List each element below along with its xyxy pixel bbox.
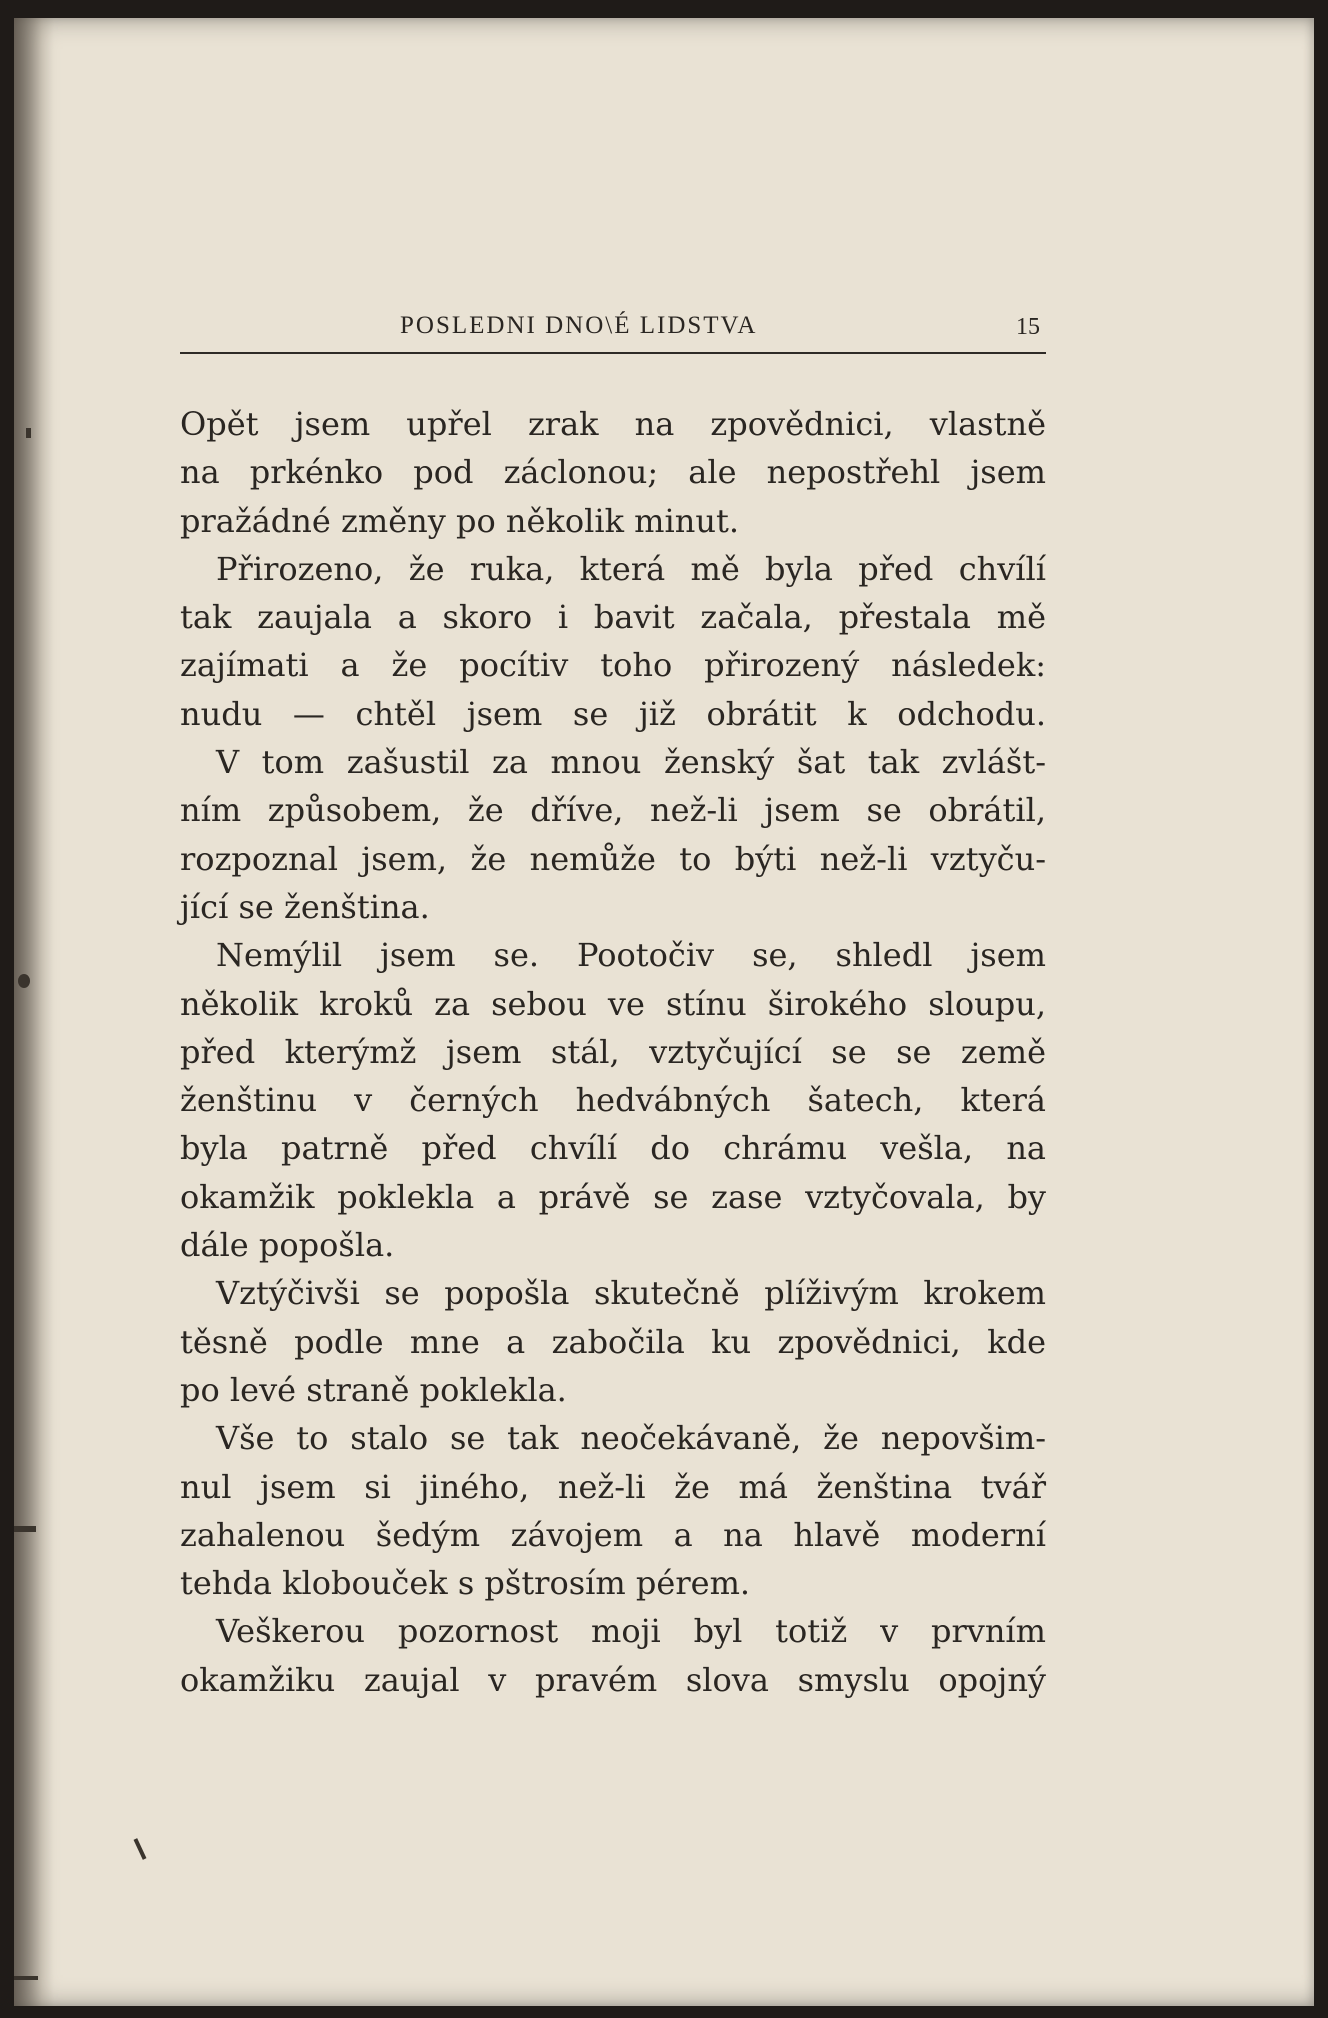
running-header bbox=[180, 312, 1046, 354]
text-line: Přirozeno, že ruka, která mě byla před chvílí bbox=[216, 549, 1046, 588]
text-line: Vše to stalo se tak neočekávaně, že nepovšim- bbox=[216, 1419, 1046, 1458]
text-line: před kterýmž jsem stál, vztyčující se se země bbox=[180, 1032, 1046, 1071]
margin-mark bbox=[134, 1838, 147, 1860]
text-line: rozpoznal jsem, že nemůže to býti než-li vztyču- bbox=[180, 839, 1046, 878]
text-line: několik kroků za sebou ve stínu širokého sloupu, bbox=[180, 984, 1046, 1023]
text-line: Opět jsem upřel zrak na zpovědnici, vlastně bbox=[180, 405, 1046, 443]
text-line: dále popošla. bbox=[180, 1226, 395, 1265]
text-line: byla patrně před chvílí do chrámu vešla, na bbox=[180, 1129, 1046, 1168]
page-binding-shadow bbox=[14, 18, 54, 2006]
text-line: Vztýčivši se popošla skutečně plíživým krokem bbox=[216, 1274, 1046, 1313]
text-line: zajímati a že pocítiv toho přirozený následek: bbox=[180, 646, 1046, 685]
body-text bbox=[180, 400, 1046, 1704]
page-number: 15 bbox=[1016, 314, 1040, 340]
text-line: zahalenou šedým závojem a na hlavě moderní bbox=[180, 1515, 1046, 1554]
running-title: POSLEDNI DNO\É LIDSTVA bbox=[400, 312, 758, 339]
text-line: po levé straně poklekla. bbox=[180, 1370, 567, 1409]
text-line: na prkénko pod záclonou; ale nepostřehl jsem bbox=[180, 453, 1046, 492]
text-line: tehda klobouček s pštrosím pérem. bbox=[180, 1564, 751, 1603]
text-line: ženštinu v černých hedvábných šatech, která bbox=[180, 1081, 1046, 1120]
margin-mark bbox=[26, 428, 31, 438]
text-line: nul jsem si jiného, než-li že má ženština tvář bbox=[180, 1467, 1046, 1506]
margin-mark bbox=[14, 1976, 38, 1980]
text-line: ním způsobem, že dříve, než-li jsem se obrátil, bbox=[180, 791, 1046, 830]
text-line: jící se ženština. bbox=[180, 887, 430, 926]
text-line: Veškerou pozornost moji byl totiž v prvním bbox=[216, 1612, 1046, 1651]
text-line: pražádné změny po několik minut. bbox=[180, 501, 739, 540]
text-line: tak zaujala a skoro i bavit začala, přestala mě bbox=[180, 598, 1046, 637]
text-line: nudu — chtěl jsem se již obrátit k odchodu. bbox=[180, 694, 1046, 733]
text-line: těsně podle mne a zabočila ku zpovědnici, kde bbox=[180, 1322, 1046, 1361]
text-line: Nemýlil jsem se. Pootočiv se, shledl jsem bbox=[216, 936, 1046, 975]
text-line: okamžik poklekla a právě se zase vztyčovala, by bbox=[180, 1177, 1046, 1216]
margin-mark bbox=[18, 974, 30, 988]
text-line: V tom zašustil za mnou ženský šat tak zvlášt- bbox=[216, 743, 1046, 782]
margin-mark bbox=[14, 1526, 36, 1532]
text-line: okamžiku zaujal v pravém slova smyslu opojný bbox=[180, 1660, 1046, 1699]
